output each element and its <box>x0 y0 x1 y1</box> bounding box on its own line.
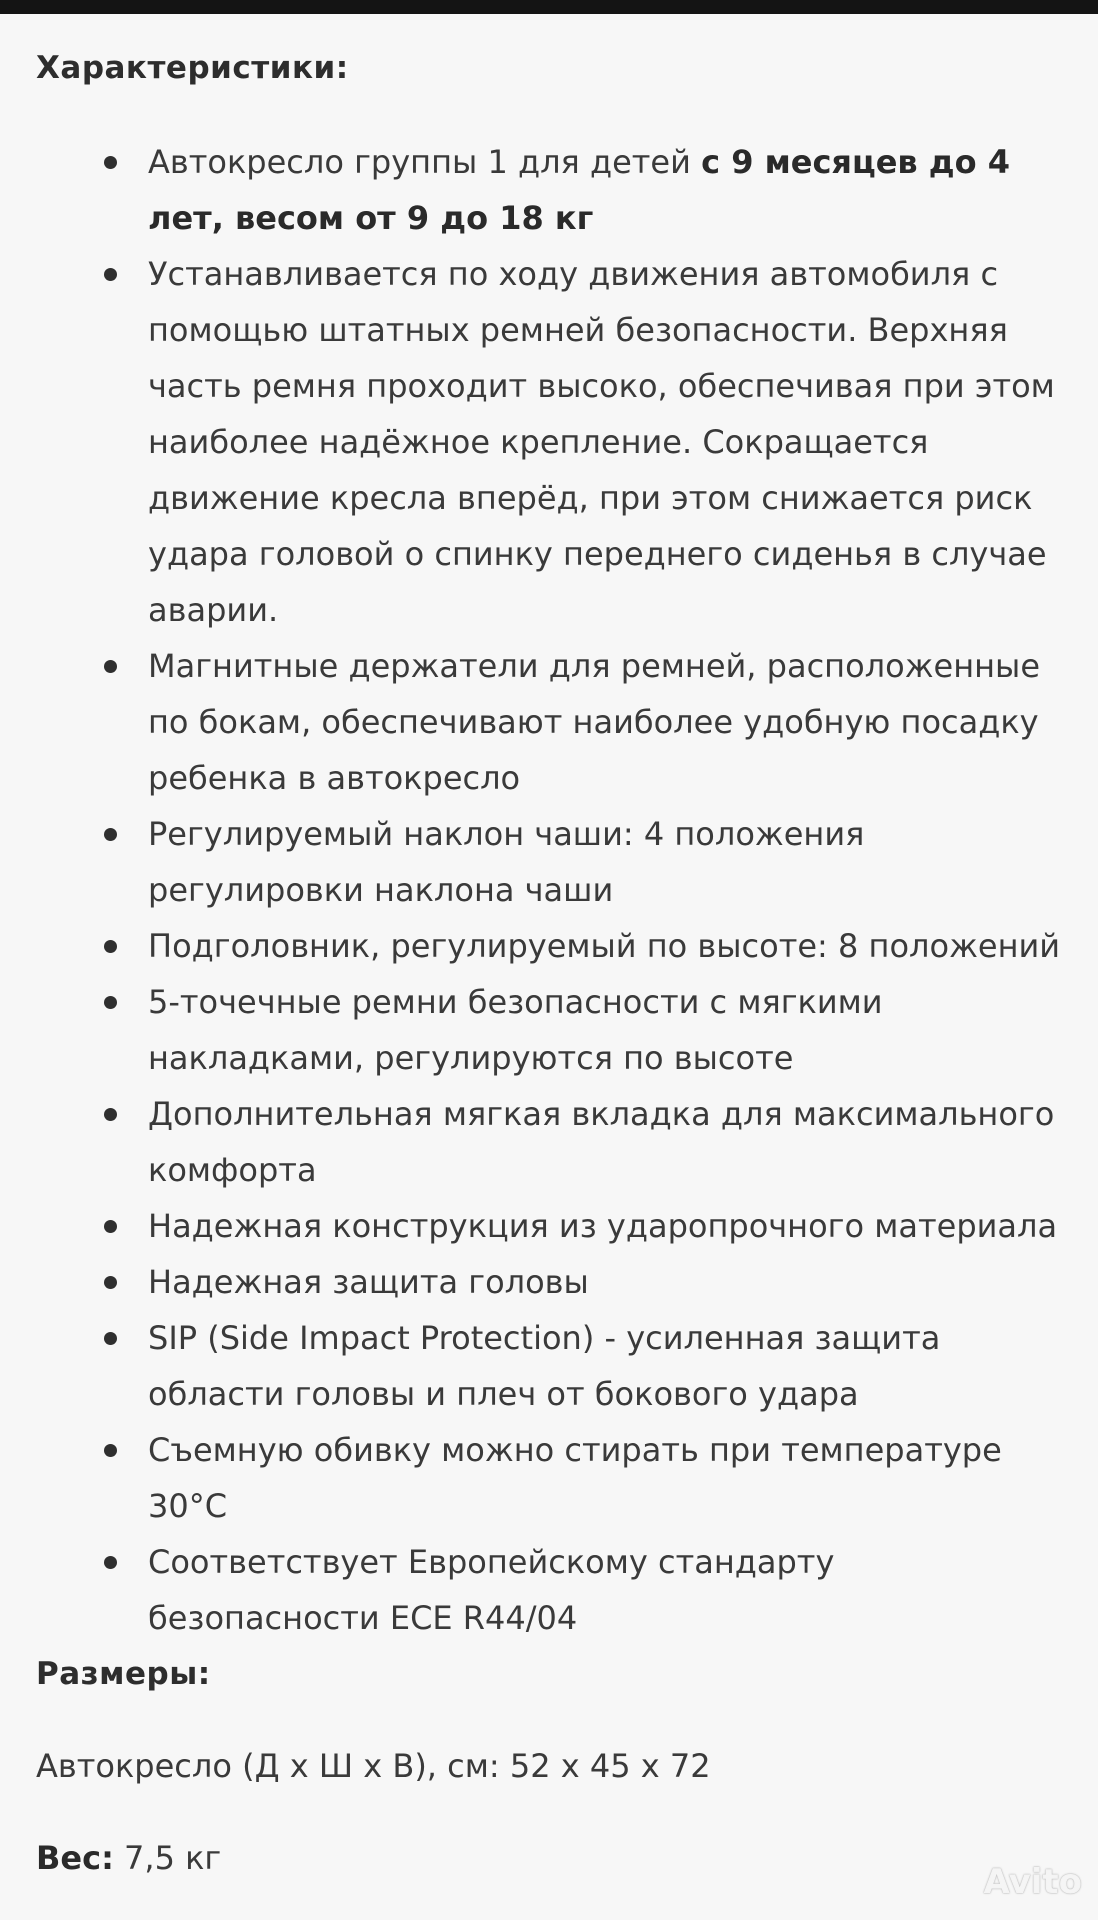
size-line: Автокресло (Д х Ш х В), см: 52 х 45 х 72 <box>36 1747 711 1785</box>
bullet-icon <box>104 268 117 281</box>
weight-label: Вес: <box>36 1839 114 1877</box>
characteristics-heading: Характеристики: <box>36 50 349 86</box>
product-description <box>36 40 1066 1886</box>
list-item <box>36 1310 1066 1422</box>
item-text: Съемную обивку можно стирать при температуре 30°C <box>148 1431 1002 1525</box>
list-item <box>36 1422 1066 1534</box>
list-item <box>36 1086 1066 1198</box>
list-item <box>36 974 1066 1086</box>
item-text: SIP (Side Impact Protection) - усиленная защита области головы и плеч от бокового удара <box>148 1319 941 1413</box>
item-text: Регулируемый наклон чаши: 4 положения регулировки наклона чаши <box>148 815 865 909</box>
weight-line <box>36 1830 1066 1886</box>
list-item <box>36 806 1066 918</box>
bullet-icon <box>104 1220 117 1233</box>
dimensions-heading: Размеры: <box>36 1656 211 1692</box>
item-text: Дополнительная мягкая вкладка для максимального комфорта <box>148 1095 1055 1189</box>
item-text: 5-точечные ремни безопасности с мягкими накладками, регулируются по высоте <box>148 983 883 1077</box>
list-item <box>36 246 1066 638</box>
item-text: Надежная конструкция из ударопрочного материала <box>148 1207 1058 1245</box>
bullet-icon <box>104 828 117 841</box>
item-text: Надежная защита головы <box>148 1263 589 1301</box>
bullet-icon <box>104 156 117 169</box>
characteristics-list <box>36 134 1066 1646</box>
list-item <box>36 1198 1066 1254</box>
bullet-icon <box>104 1332 117 1345</box>
item-text: Автокресло группы 1 для детей <box>148 143 702 181</box>
bullet-icon <box>104 1276 117 1289</box>
item-bold-text: с 9 месяцев до 4 лет, весом от 9 до 18 кг <box>148 143 1011 237</box>
bullet-icon <box>104 1108 117 1121</box>
avito-watermark: Avito <box>983 1862 1082 1902</box>
bullet-icon <box>104 940 117 953</box>
list-item <box>36 918 1066 974</box>
item-text: Соответствует Европейскому стандарту безопасности ECE R44/04 <box>148 1543 835 1637</box>
bullet-icon <box>104 1556 117 1569</box>
bullet-icon <box>104 660 117 673</box>
list-item <box>36 134 1066 246</box>
list-item <box>36 1534 1066 1646</box>
item-text: Устанавливается по ходу движения автомобиля с помощью штатных ремней безопасности. Верхняя часть ремня проходит высоко, обеспечивая при этом наиболее надёжное крепление. Сокращается движение кресла вперёд, при этом снижается риск удара головой о спинку переднего сиденья в случае аварии. <box>148 255 1055 629</box>
weight-value: 7,5 кг <box>113 1839 222 1877</box>
list-item <box>36 638 1066 806</box>
bullet-icon <box>104 996 117 1009</box>
top-status-strip <box>0 0 1098 14</box>
list-item <box>36 1254 1066 1310</box>
item-text: Подголовник, регулируемый по высоте: 8 положений <box>148 927 1061 965</box>
item-text: Магнитные держатели для ремней, расположенные по бокам, обеспечивают наиболее удобную посадку ребенка в автокресло <box>148 647 1040 797</box>
bullet-icon <box>104 1444 117 1457</box>
